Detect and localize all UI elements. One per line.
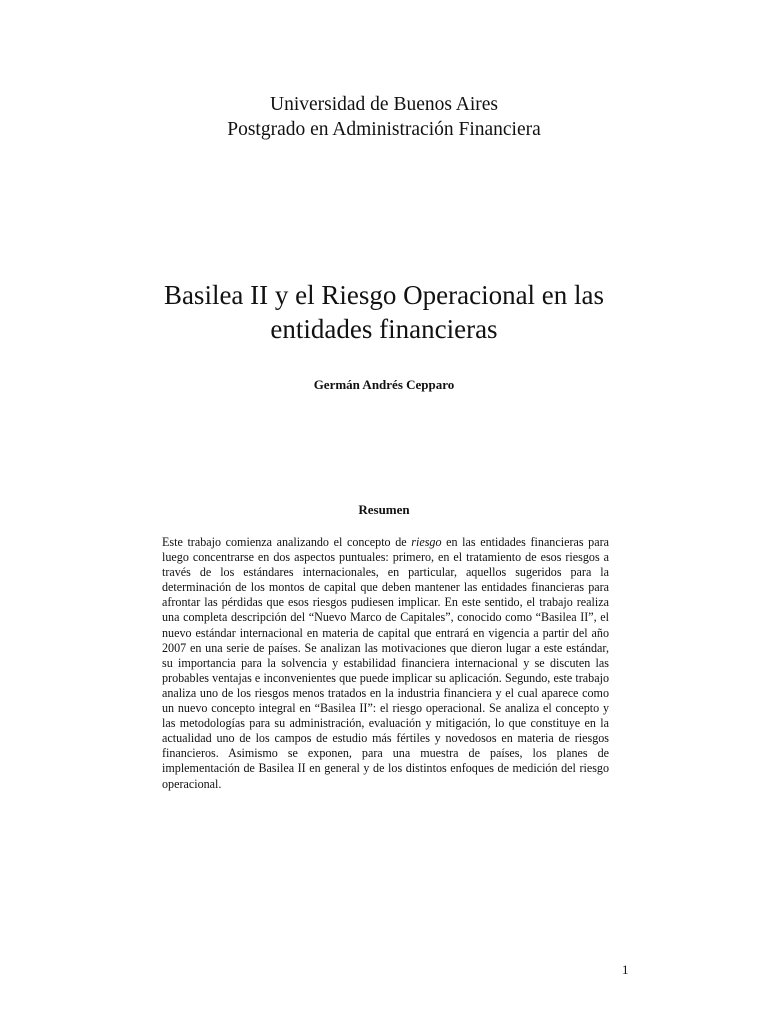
institution-header: [0, 92, 768, 142]
abstract-body: [162, 535, 609, 792]
page-number: 1: [622, 962, 629, 977]
author-name: Germán Andrés Cepparo: [313, 377, 455, 392]
abstract-heading: Resumen: [358, 502, 410, 517]
abstract-text-rest: en las entidades financieras para luego concentrarse en dos aspectos puntuales: primero, en el tratamiento de esos riesgos a través de los estándares internacionales, en particular, aquellos sugeridos para la determinación de los montos de capital que deben mantener las entidades financieras para afrontar las pérdidas que esos riesgos pudiesen implicar. En este sentido, el trabajo realiza una completa descripción del “Nuevo Marco de Capitales”, conocido como “Basilea II”, el nuevo estándar internacional en materia de capital que entrará en vigencia a partir del año 2007 en una serie de países. Se analizan las motivaciones que dieron lugar a este estándar, su importancia para la solvencia y estabilidad financiera internacional y se discuten las probables ventajas e inconvenientes que puede implicar su aplicación. Segundo, este trabajo analiza uno de los riesgos menos tratados en la industria financiera y el cual aparece como un nuevo concepto integral en “Basilea II”: el riesgo operacional. Se analiza el concepto y las metodologías para su administración, evaluación y mitigación, lo que constituye en la actualidad uno de los campos de estudio más fértiles y novedosos en materia de riesgos financieros. Asimismo se exponen, para una muestra de países, los planes de implementación de Basilea II en general y de los distintos enfoques de medición del riesgo operacional.: [162, 535, 609, 791]
abstract-italic-term: riesgo: [411, 535, 442, 549]
document-title: [0, 278, 768, 346]
university-name: Universidad de Buenos Aires: [269, 94, 498, 115]
title-line-2: entidades financieras: [270, 314, 498, 344]
title-line-1: Basilea II y el Riesgo Operacional en las: [163, 280, 605, 310]
program-name: Postgrado en Administración Financiera: [227, 119, 541, 140]
abstract-text-start: Este trabajo comienza analizando el concepto de: [162, 535, 412, 549]
